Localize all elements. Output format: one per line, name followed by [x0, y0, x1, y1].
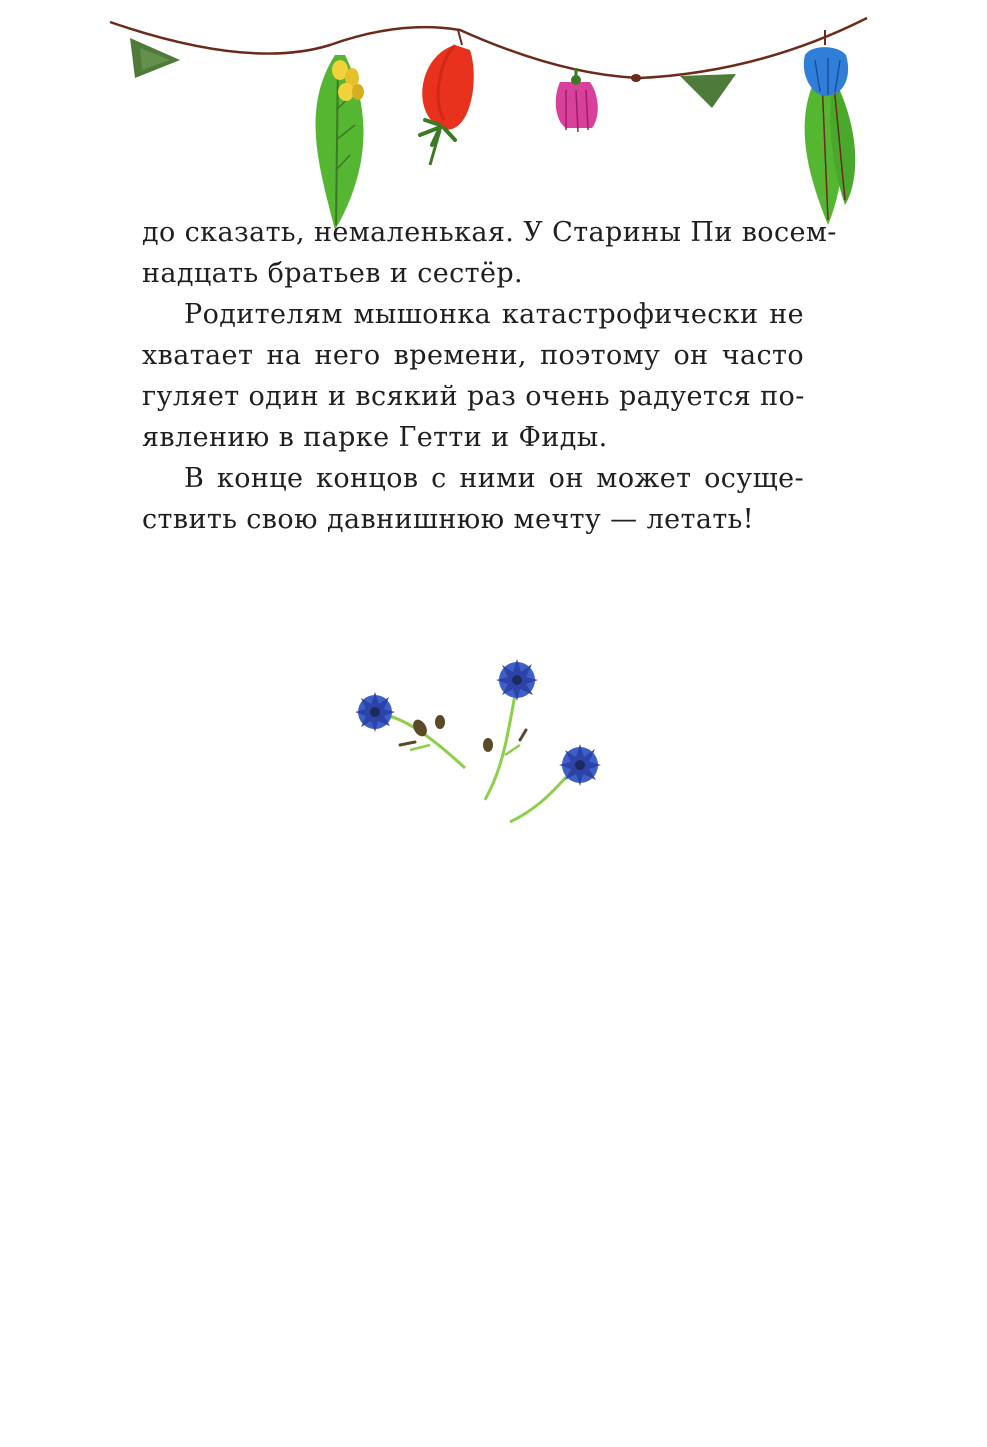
blue-flower-leaf-icon [804, 30, 855, 225]
pennant-icon [680, 74, 736, 108]
cornflower-icon [559, 744, 601, 786]
text-line: В конце концов с ними он может осуще- [184, 463, 804, 494]
rosehip-icon [420, 30, 474, 165]
page-text [142, 212, 837, 540]
text-line: гуляет один и всякий раз очень радуется по- [142, 381, 805, 412]
pink-flower-icon [556, 68, 598, 132]
banana-leaf-icon [316, 55, 364, 230]
cornflowers-illustration [340, 650, 620, 840]
text-line: ствить свою давнишнюю мечту — летать! [142, 504, 755, 535]
paragraph [142, 458, 804, 540]
pennant-icon [130, 38, 180, 78]
paragraph [142, 212, 837, 294]
text-line: Родителям мышонка катастрофически не [184, 299, 804, 330]
text-line: явлению в парке Гетти и Фиды. [142, 422, 608, 453]
text-line: хватает на него времени, поэтому он часто [142, 340, 804, 371]
garland-illustration [0, 0, 987, 240]
garland-string [110, 18, 867, 78]
text-line: до сказать, немаленькая. У Старины Пи восем- [142, 217, 837, 248]
paragraph [142, 294, 804, 458]
text-line: надцать братьев и сестёр. [142, 258, 524, 289]
cornflower-icon [355, 692, 395, 732]
cornflower-icon [496, 659, 538, 701]
knot-icon [631, 74, 641, 82]
